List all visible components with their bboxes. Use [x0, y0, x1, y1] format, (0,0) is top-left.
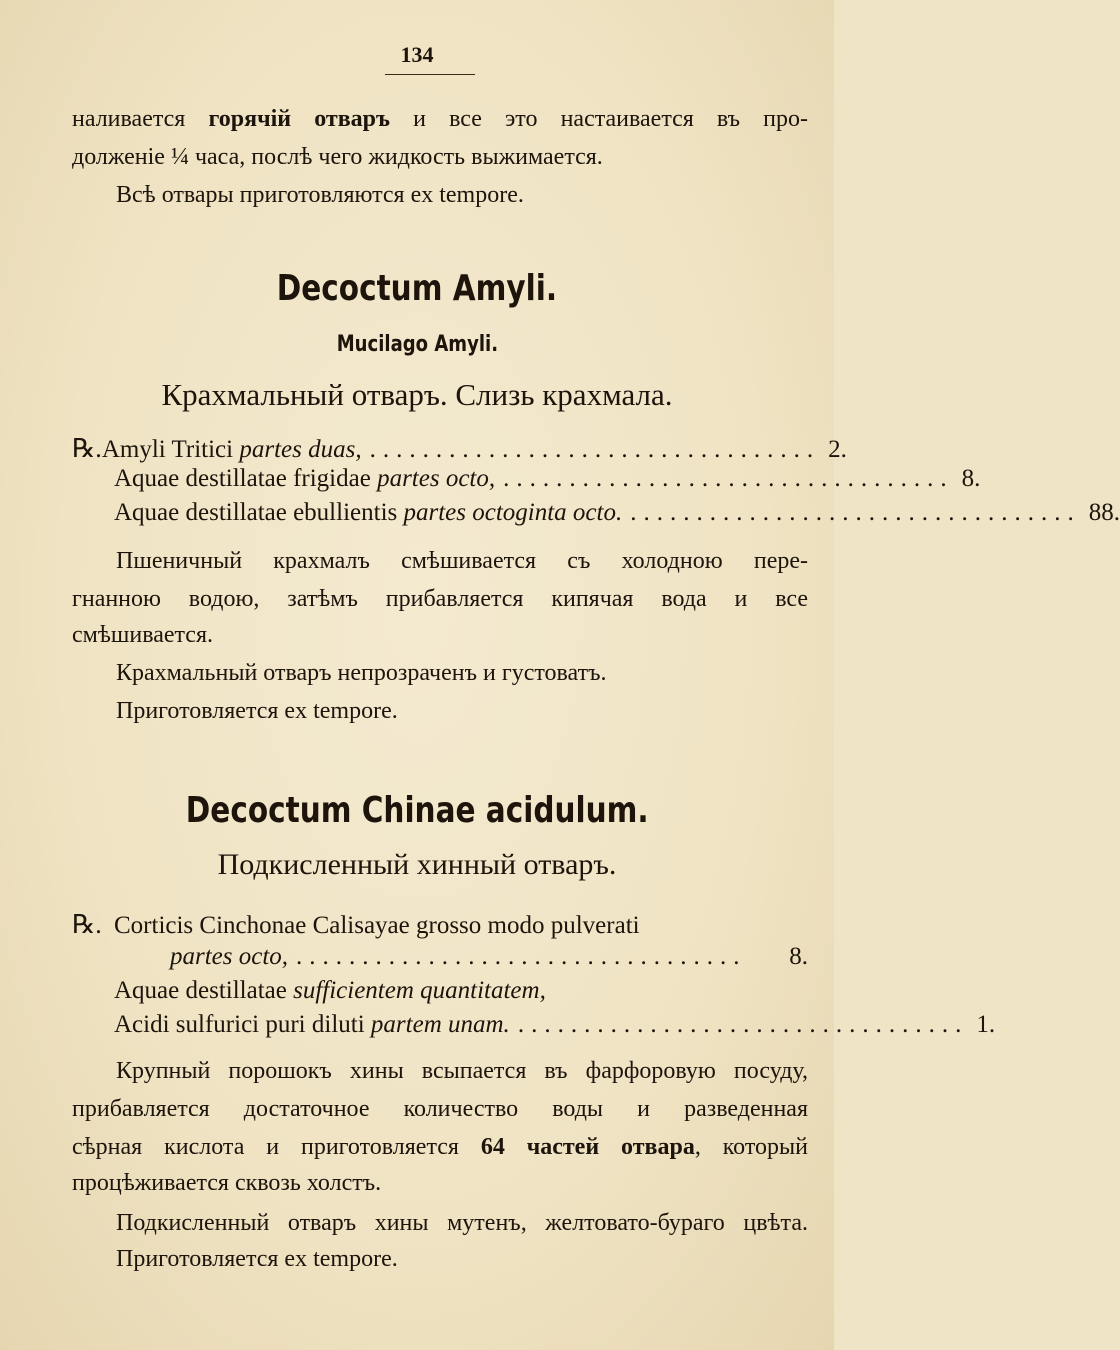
section1-title-text: Decoctum Amyli. — [276, 268, 558, 309]
page-number-rule — [385, 74, 475, 75]
recipe2-row-2 — [114, 976, 808, 1006]
recipe-ingredient: Aquae destillatae frigidae — [114, 465, 378, 492]
recipe-ingredient: Amyli Tritici — [101, 436, 240, 463]
recipe-portion: partem unam. — [370, 1011, 510, 1038]
recipe-portion: partes duas, — [239, 436, 362, 463]
para-text-end: , который — [694, 1134, 808, 1160]
leader-dots: .................................. — [630, 499, 1081, 526]
recipe-symbol: ℞. — [72, 434, 102, 463]
section2-para1-line1: Крупный порошокъ хины всыпается въ фарфоровую посуду, — [116, 1058, 808, 1084]
recipe-portion: sufficientem quantitatem, — [293, 977, 546, 1004]
section2-para2: Подкисленный отваръ хины мутенъ, желтовато-бураго цвѣта. — [116, 1210, 808, 1236]
recipe-qty: 8. — [789, 943, 808, 970]
intro-line-1 — [72, 104, 808, 134]
section2-para1-line4: процѣживается сквозь холстъ. — [72, 1170, 382, 1196]
recipe2-row-3 — [114, 1010, 996, 1040]
section2-para3: Приготовляется ex tempore. — [116, 1246, 398, 1272]
recipe1-row-3 — [114, 498, 1120, 528]
recipe-portion: partes octoginta octo. — [403, 499, 623, 526]
recipe-ingredient: Aquae destillatae — [114, 977, 294, 1004]
leader-dots: .................................. — [296, 943, 747, 970]
recipe-qty: 8. — [961, 465, 981, 492]
recipe2-row-1b — [170, 942, 808, 972]
recipe-ingredient: Aquae destillatae ebullientis — [114, 499, 404, 526]
intro-line-3: Всѣ отвары приготовляются ex tempore. — [116, 182, 524, 208]
section1-para1-line2: гнанною водою, затѣмъ прибавляется кипячая вода и все — [72, 586, 808, 612]
recipe-qty: 88. — [1088, 499, 1120, 526]
leader-dots: .................................. — [503, 465, 954, 492]
recipe-portion: partes octo, — [377, 465, 496, 492]
recipe-qty: 1. — [976, 1011, 996, 1038]
section1-subtitle — [0, 330, 834, 359]
recipe-symbol: ℞. — [72, 910, 102, 939]
recipe1-row-1 — [72, 434, 847, 465]
section1-para2: Крахмальный отваръ непрозраченъ и густоватъ. — [116, 660, 607, 686]
recipe2-row-1 — [72, 910, 808, 941]
recipe-ingredient: Corticis Cinchonae Calisayae grosso modo pulverati — [114, 912, 640, 939]
section1-para3: Приготовляется ex tempore. — [116, 698, 398, 724]
para-text: сѣрная кислота и приготовляется — [72, 1134, 481, 1160]
section2-para1-line3 — [72, 1132, 808, 1162]
recipe-portion: partes octo, — [170, 943, 289, 970]
section1-russian-title: Крахмальный отваръ. Слизь крахмала. — [161, 377, 673, 412]
leader-dots: .................................. — [517, 1011, 969, 1038]
section1-para1-line1: Пшеничный крахмалъ смѣшивается съ холодною пере- — [116, 548, 808, 574]
page-number: 134 — [400, 42, 434, 67]
section1-title — [0, 266, 834, 311]
intro-line-2: долженіе ¼ часа, послѣ чего жидкость выжимается. — [72, 144, 603, 170]
section2-russian-title: Подкисленный хинный отваръ. — [217, 848, 617, 881]
leader-dots: .................................. — [369, 436, 821, 463]
recipe-ingredient: Acidi sulfurici puri diluti — [114, 1011, 371, 1038]
section2-title — [0, 788, 834, 833]
section2-title-text: Decoctum Chinae acidulum. — [185, 790, 649, 831]
section1-para1-line3: смѣшивается. — [72, 622, 213, 648]
section1-subtitle-text: Mucilago Amyli. — [336, 332, 498, 357]
section2-para1-line2: прибавляется достаточное количество воды и разведенная — [72, 1096, 808, 1122]
intro-text-end: и все это настаивается въ про- — [390, 106, 808, 132]
intro-text: наливается — [72, 106, 209, 132]
intro-bold-text: горячій отваръ — [208, 106, 390, 132]
recipe-qty: 2. — [828, 436, 847, 463]
recipe1-row-2 — [114, 464, 981, 494]
para-bold-text: 64 частей отвара — [480, 1134, 695, 1160]
